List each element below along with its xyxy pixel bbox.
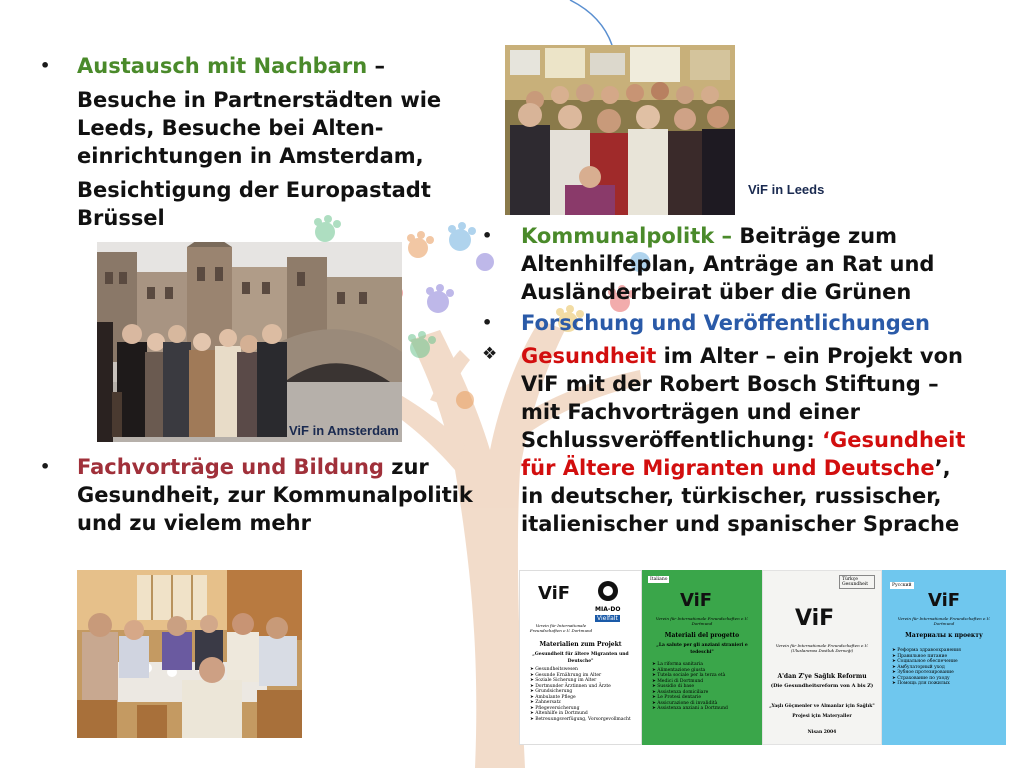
bullet-glyph: • <box>40 457 51 476</box>
list-item: ➤ Dortmunder Ärztinnen und Ärzte <box>530 684 633 690</box>
gesundheit-languages-text: ’, in deutscher, türkischer, russischer, italienischer und spanischer Sprache <box>521 456 960 536</box>
austausch-dash: – <box>367 54 385 78</box>
austausch-visits-text: Besuche in Partnerstädten wie Leeds, Besuche bei Alten-einrichtungen in Amsterdam, <box>77 88 442 168</box>
vif-logo-icon <box>520 571 642 611</box>
brochure-turkish <box>762 570 882 745</box>
vielfalt-logo: Vielfalt <box>597 615 618 622</box>
forschung-text: Forschung und Veröffentlichungen <box>521 311 930 335</box>
austausch-brussels-text: Besichtigung der Europastadt Brüssel <box>77 178 431 230</box>
svg-text:ViF: ViF <box>795 606 835 631</box>
brochure-german-subtitle: „Gesundheit für ältere Migranten und Deutsche" <box>532 652 629 664</box>
list-item: ➤ Амбулаторный уход <box>892 665 998 671</box>
austausch-heading: Austausch mit Nachbarn <box>77 54 368 78</box>
list-item: ➤ Gesundheitswesen <box>530 667 633 673</box>
brochure-turkish-date: Nisan 2004 <box>807 730 837 735</box>
list-item: ➤ Помощь для пожилых <box>892 681 998 687</box>
list-item: ➤ Pflegeversicherung <box>530 706 633 712</box>
brochure-russian <box>882 570 1006 745</box>
bullet-glyph: • <box>482 313 493 332</box>
list-item: ➤ Soziale Sicherung im Alter <box>530 678 633 684</box>
photo-vif-amsterdam <box>97 242 402 442</box>
vif-logo-icon <box>882 578 1006 618</box>
fachvortraege-text: zur Gesundheit, zur Kommunalpolitik und zu vielem mehr <box>77 455 473 535</box>
list-item: ➤ Betreuungsverfügung, Vorsorgevollmacht <box>530 717 633 723</box>
list-item: ➤ Assicurazione di invalidità <box>652 701 754 707</box>
photo-meeting-table <box>77 570 302 738</box>
brochure-turkish-subtitle: (Die Gesundheitsreform von A bis Z) <box>770 683 874 689</box>
brochure-italian-title: Materiali del progetto <box>664 632 740 639</box>
list-item: ➤ La riforma sanitaria <box>652 662 754 668</box>
brochure-russian-title: Материалы к проекту <box>905 632 983 639</box>
kommunalpolitik-text: Beiträge zum Altenhilfeplan, Anträge an Rat und Ausländerbeirat über die Grünen <box>521 224 935 304</box>
brochure-italian-org: Verein für Internationale Freundschaften e.V. Dortmund <box>655 616 749 626</box>
brochure-german-org: Verein für Internationale Freundschaften e.V. Dortmund <box>529 623 593 633</box>
brochure-turkish-extra2: Projesi için Materyaller <box>792 714 852 719</box>
svg-text:ViF: ViF <box>928 590 961 611</box>
list-item: ➤ Zahnersatz <box>530 700 633 706</box>
list-item: ➤ Ambulante Pflege <box>530 695 633 701</box>
list-item: ➤ Grundsicherung <box>530 689 633 695</box>
list-item: ➤ Medici di Dortmund <box>652 679 754 685</box>
vif-logo-icon <box>642 578 762 618</box>
gesundheit-publication-title: ‘Gesundheit für Ältere Migranten und Deutsche <box>521 428 966 480</box>
brochure-turkish-extra: „Yaşlı Göçmenler ve Almanlar için Sağlık" <box>769 704 875 709</box>
list-item: ➤ Sussidio di base <box>652 684 754 690</box>
list-item: ➤ Социальное обеспечение <box>892 659 998 665</box>
fachvortraege-heading: Fachvorträge und Bildung <box>77 455 384 479</box>
brochure-turkish-tag: Türkçe Gesundheit <box>839 575 875 589</box>
brochure-russian-tag: Русский <box>892 583 912 588</box>
list-item: ➤ Alimentazione giusta <box>652 668 754 674</box>
brochure-italian-subtitle: „La salute per gli anziani stranieri e tedeschi" <box>656 643 748 655</box>
list-item: ➤ Зубное протезирование <box>892 670 998 676</box>
kommunalpolitik-heading: Kommunalpolitk – <box>521 224 740 248</box>
list-item: ➤ Assistenza domiciliare <box>652 690 754 696</box>
mia-do-logo: MIA-DO <box>595 606 621 613</box>
list-item: ➤ Gesunde Ernährung im Alter <box>530 673 633 679</box>
bullet-glyph: • <box>40 56 51 75</box>
list-item: ➤ Altenhilfe in Dortmund <box>530 711 633 717</box>
gesundheit-heading: Gesundheit <box>521 344 657 368</box>
list-item: ➤ Реформа здравоохранения <box>892 648 998 654</box>
caption-leeds: ViF in Leeds <box>748 182 825 197</box>
brochure-german-title: Materialien zum Projekt <box>539 641 622 648</box>
brochure-turkish-title: A'dan Z'ye Sağlık Reformu <box>777 673 867 680</box>
brochure-german <box>519 570 642 745</box>
photo-vif-leeds <box>505 45 735 215</box>
brochure-turkish-org: Verein für Internationale Freundschaften e.V. (Uluslararası Dostluk Derneği) <box>775 643 869 653</box>
list-item: ➤ Tutela sociale per la terza età <box>652 673 754 679</box>
caption-amsterdam: ViF in Amsterdam <box>289 423 399 438</box>
list-item: ➤ Правильное питание <box>892 654 998 660</box>
vif-logo-icon <box>763 591 882 641</box>
gesundheit-text: im Alter – ein Projekt von ViF mit der Robert Bosch Stiftung – mit Fachvorträgen und einer Schlussveröffentlichung: <box>521 344 963 452</box>
svg-text:ViF: ViF <box>680 590 713 611</box>
brochure-russian-org: Verein für Internationale Freundschaften e.V. Dortmund <box>897 616 991 626</box>
brochure-italian-tag: Italiano <box>650 577 668 582</box>
bullet-glyph: • <box>482 226 493 245</box>
diamond-bullet-icon: ❖ <box>482 344 498 364</box>
list-item: ➤ Страхование по уходу <box>892 676 998 682</box>
list-item: ➤ Le Protesi dentarie <box>652 695 754 701</box>
list-item: ➤ Assistenza anziani a Dortmund <box>652 706 754 712</box>
brochure-italian <box>642 570 762 745</box>
svg-text:ViF: ViF <box>538 583 571 604</box>
